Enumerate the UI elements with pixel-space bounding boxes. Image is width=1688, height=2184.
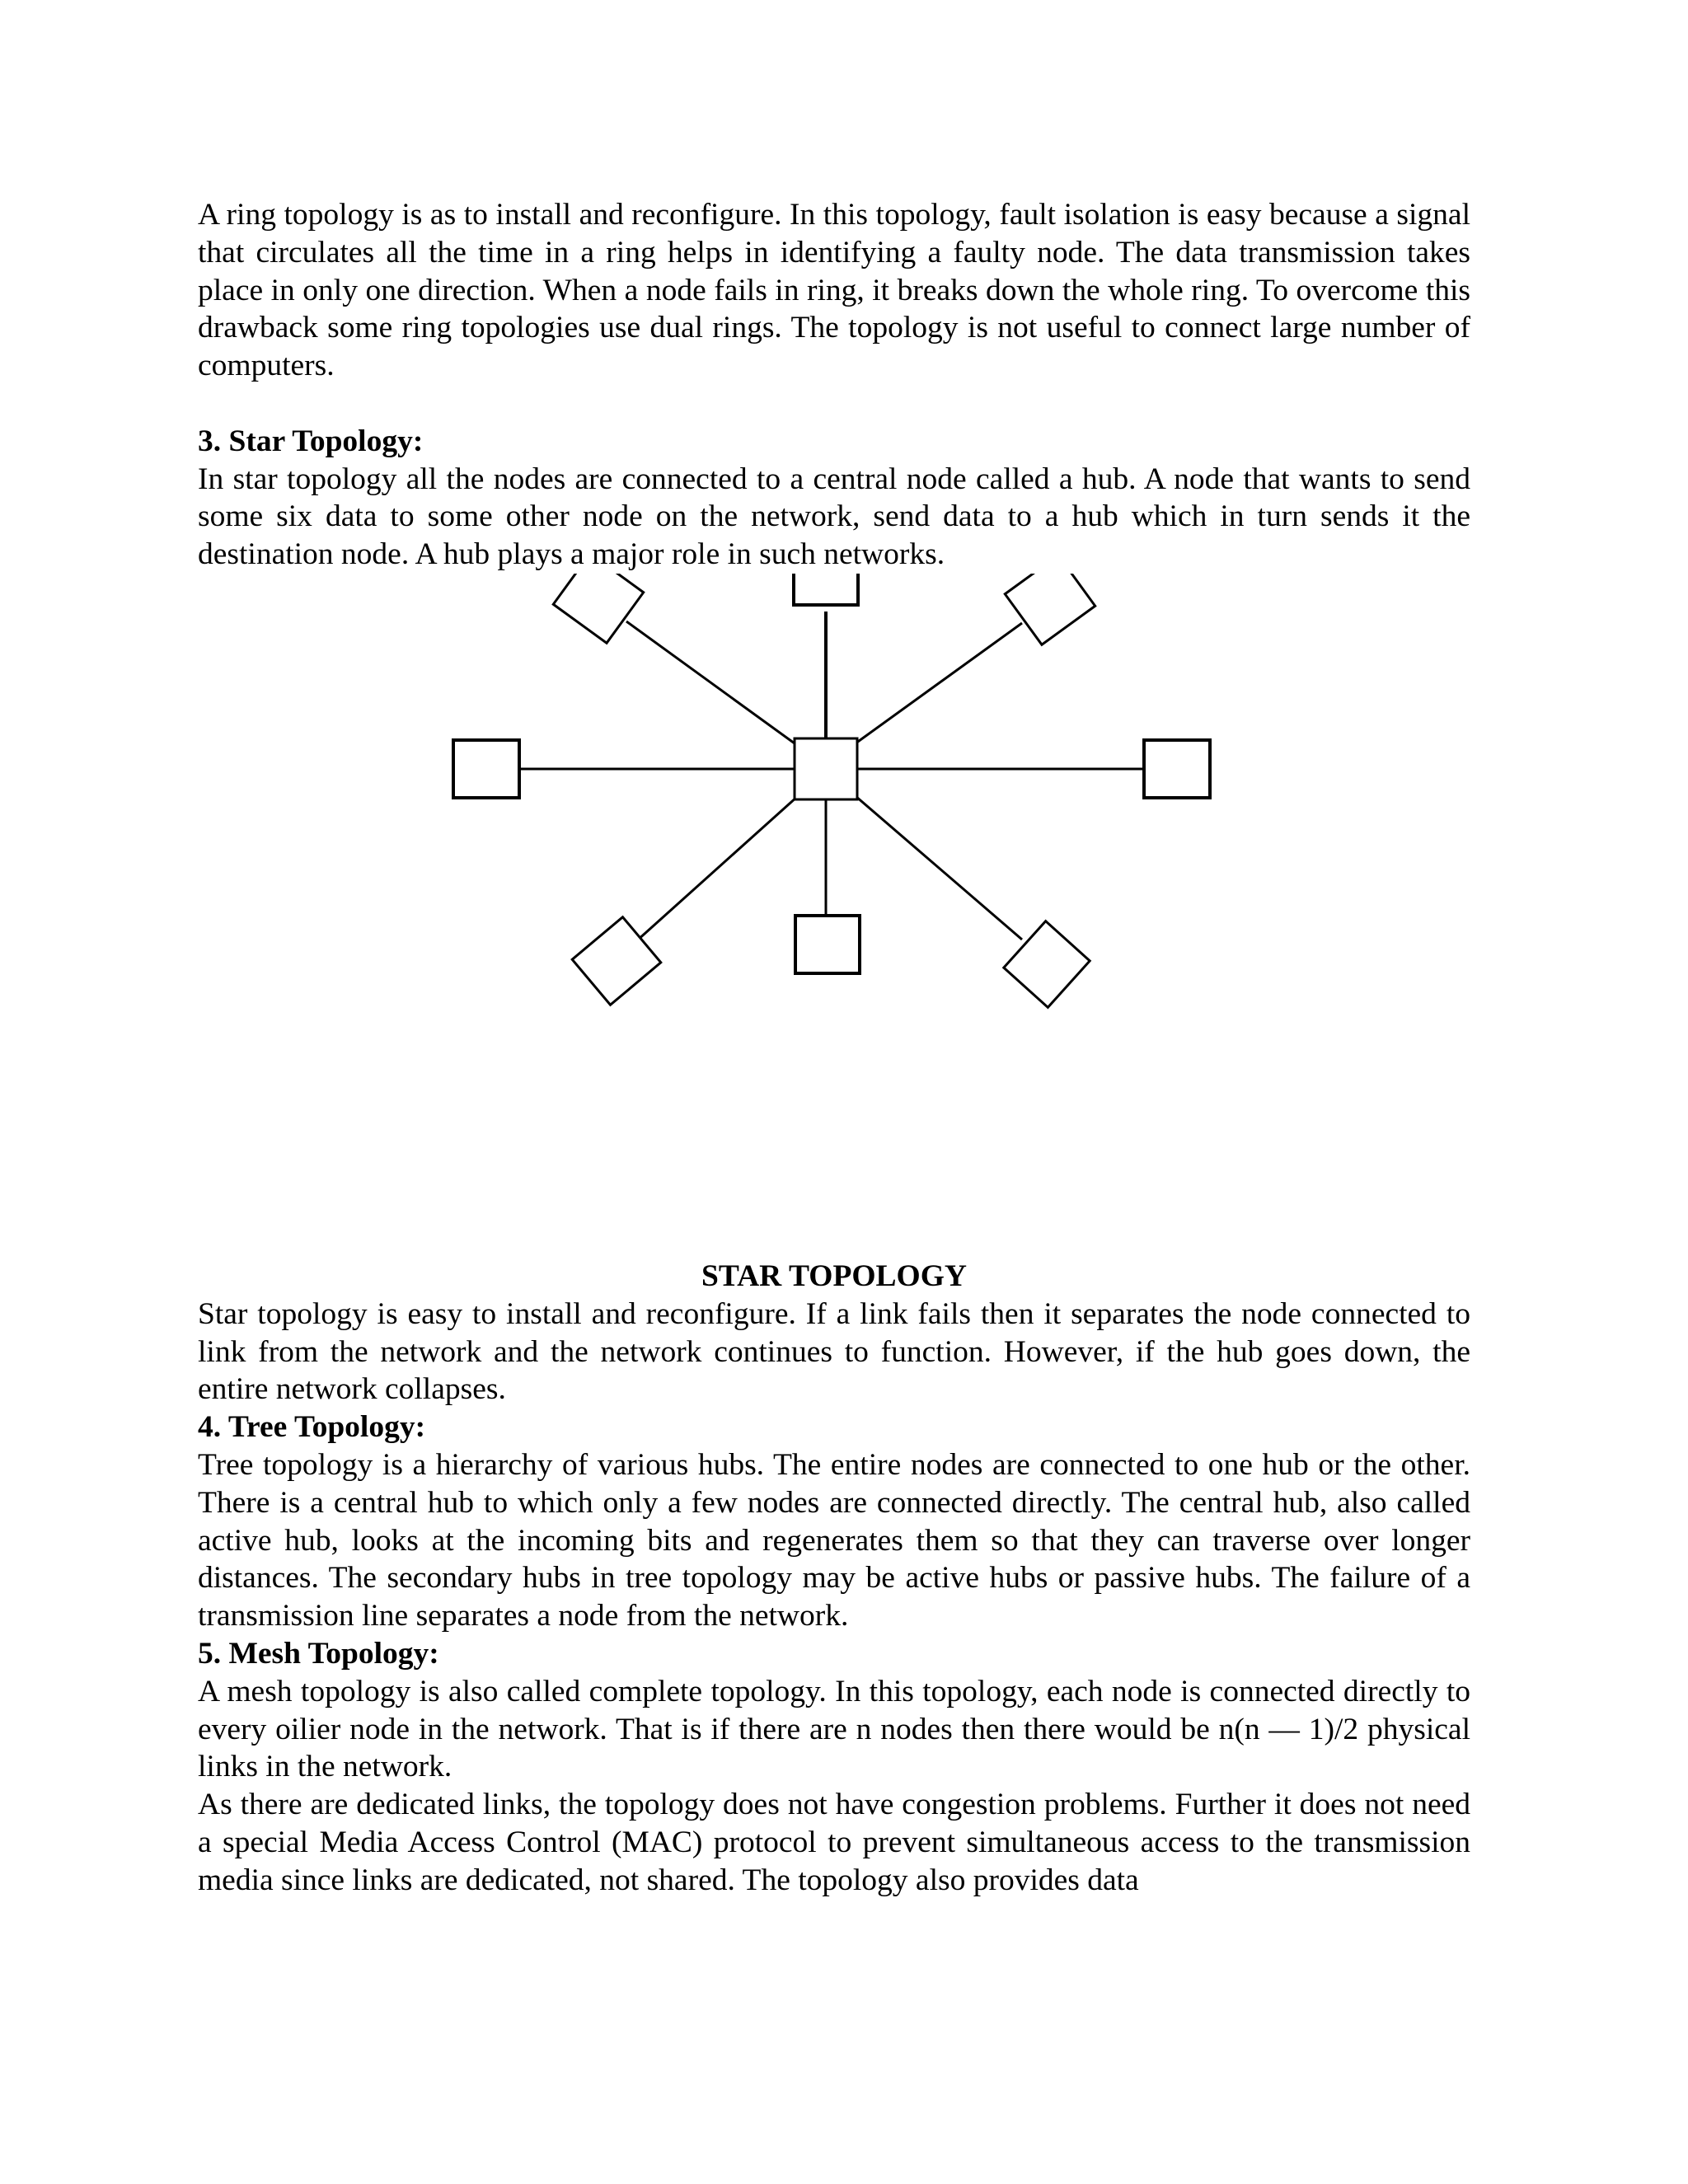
star-topology-diagram: [198, 574, 1470, 1258]
star-topology-heading: 3. Star Topology:: [198, 424, 424, 458]
link-lower-left: [636, 796, 798, 941]
star-topology-description: Star topology is easy to install and reconfigure. If a link fails then it separates the node connected to link from the network and the network continues to function. However, if the hub goes down, the entire network collapses.: [198, 1296, 1470, 1407]
tree-topology-heading: 4. Tree Topology:: [198, 1410, 426, 1445]
node-right: [1144, 740, 1210, 798]
figure-caption: STAR TOPOLOGY: [701, 1258, 967, 1293]
spacer: [198, 385, 1470, 423]
mesh-topology-body: A mesh topology is also called complete topology. In this topology, each node is connected directly to every oilier node in the network. That is if there are n nodes then there would be n(n — 1)/2 physical links in the network.: [198, 1674, 1470, 1784]
mesh-topology-heading: 5. Mesh Topology:: [198, 1636, 439, 1671]
node-upper-right: [1005, 574, 1095, 644]
node-left: [453, 740, 519, 798]
hub-node: [795, 738, 857, 799]
ring-topology-paragraph: A ring topology is as to install and reconfigure. In this topology, fault isolation is easy because a signal that circulates all the time in a ring helps in identifying a faulty node. The data transmission takes place in only one direction. When a node fails in ring, it breaks down the whole ring. To overcome this drawback some ring topologies use dual rings. The topology is not useful to connect large number of computers.: [198, 198, 1470, 383]
mesh-topology-body-continued: As there are dedicated links, the topology does not have congestion problems. Further it does not need a special Media Access Control (MAC) protocol to prevent simultaneous access to the transmission media since links are dedicated, not shared. The topology also provides data: [198, 1788, 1470, 1897]
link-upper-right: [856, 623, 1022, 743]
star-topology-svg: [198, 574, 1470, 1258]
tree-topology-body: Tree topology is a hierarchy of various hubs. The entire nodes are connected to one hub or the other. There is a central hub to which only a few nodes are connected directly. The central hub, also called active hub, looks at the incoming bits and regenerates them so that they can traverse over longer distances. The secondary hubs in tree topology may be active hubs or passive hubs. The failure of a transmission line separates a node from the network.: [198, 1447, 1470, 1633]
node-bottom: [795, 916, 860, 973]
document-page: [198, 196, 1470, 1900]
node-upper-left: [553, 574, 643, 643]
link-lower-right: [856, 796, 1022, 940]
link-upper-left: [626, 621, 795, 743]
star-topology-intro: In star topology all the nodes are connected to a central node called a hub. A node that wants to send some six data to some other node on the network, send data to a hub which in turn sends it the destination node. A hub plays a major role in such networks.: [198, 462, 1470, 572]
node-top: [794, 574, 858, 605]
